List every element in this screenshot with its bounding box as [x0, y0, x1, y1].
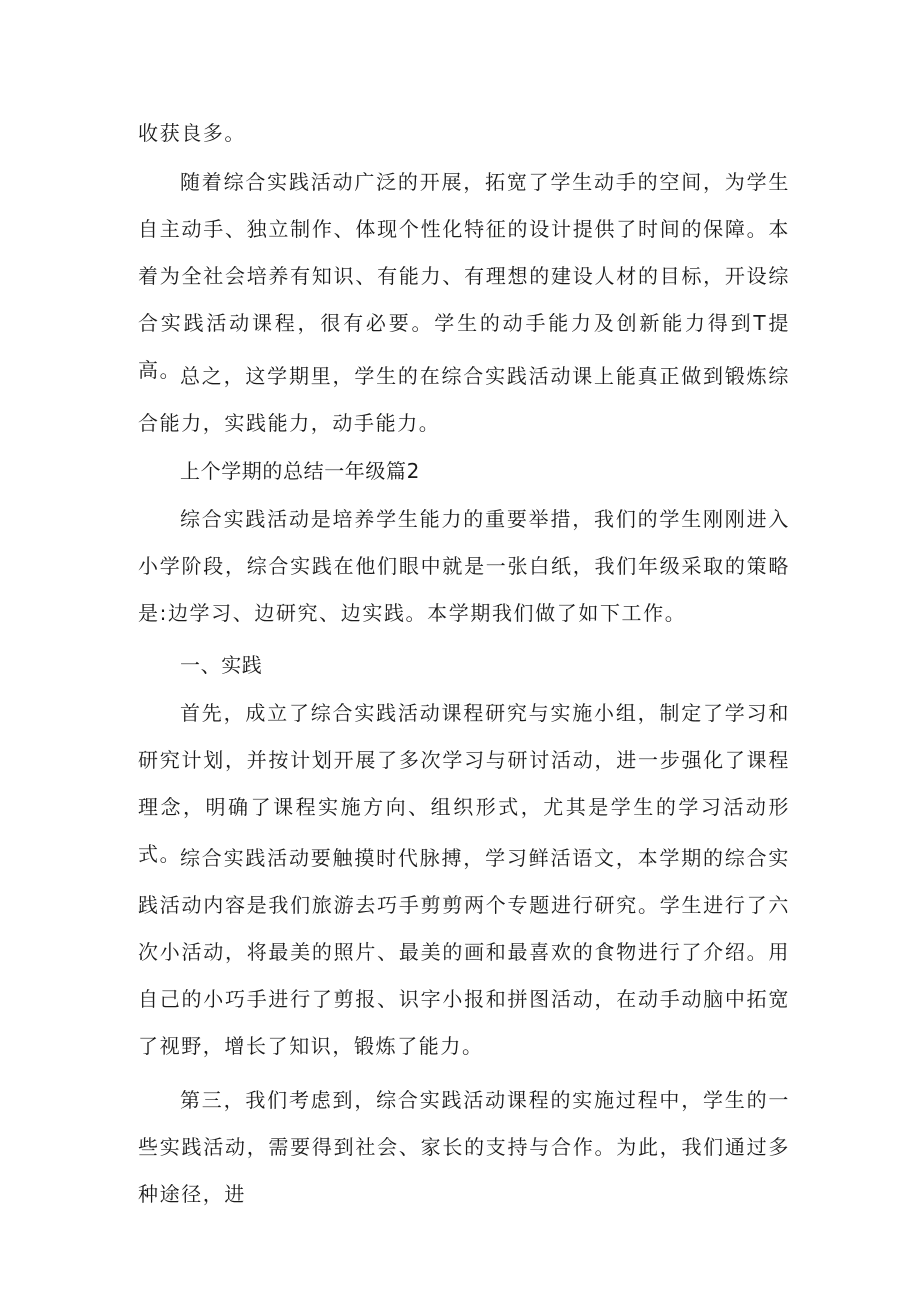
paragraph-practice-space: 随着综合实践活动广泛的开展，拓宽了学生动手的空间，为学生自主动手、独立制作、体现个性化特征的设计提供了时间的保障。本着为全社会培养有知识、有能力、有理想的建设人材的目标，开设综合实践活动课程，很有必要。学生的动手能力及创新能力得到T提高。: [138, 170, 790, 382]
paragraph-activities: 综合实践活动要触摸时代脉搏，学习鲜活语文，本学期的综合实践活动内容是我们旅游去巧手剪剪两个专题进行研究。学生进行了六次小活动，将最美的照片、最美的画和最喜欢的食物进行了介绍。用自己的小巧手进行了剪报、识字小报和拼图活动，在动手动脑中拓宽了视野，增长了知识，锻炼了能力。: [138, 846, 790, 1058]
paragraph-summary: 总之，这学期里，学生的在综合实践活动课上能真正做到锻炼综合能力，实践能力，动手能力。: [138, 364, 790, 435]
paragraph-third: 第三，我们考虑到，综合实践活动课程的实施过程中，学生的一些实践活动，需要得到社会、家长的支持与合作。为此，我们通过多种途径，进: [138, 1088, 790, 1206]
paragraph-first: 首先，成立了综合实践活动课程研究与实施小组，制定了学习和研究计划，并按计划开展了多次学习与研讨活动，进一步强化了课程理念，明确了课程实施方向、组织形式，尤其是学生的学习活动形式。: [138, 701, 790, 866]
paragraph-continuation: 收获良多。: [138, 121, 246, 145]
subheading-practice: 一、实践: [180, 653, 263, 677]
section-title: 上个学期的总结一年级篇2: [180, 459, 420, 483]
paragraph-strategy: 综合实践活动是培养学生能力的重要举措，我们的学生刚刚进入小学阶段，综合实践在他们眼中就是一张白纸，我们年级采取的策略是:边学习、边研究、边实践。本学期我们做了如下工作。: [138, 507, 790, 625]
